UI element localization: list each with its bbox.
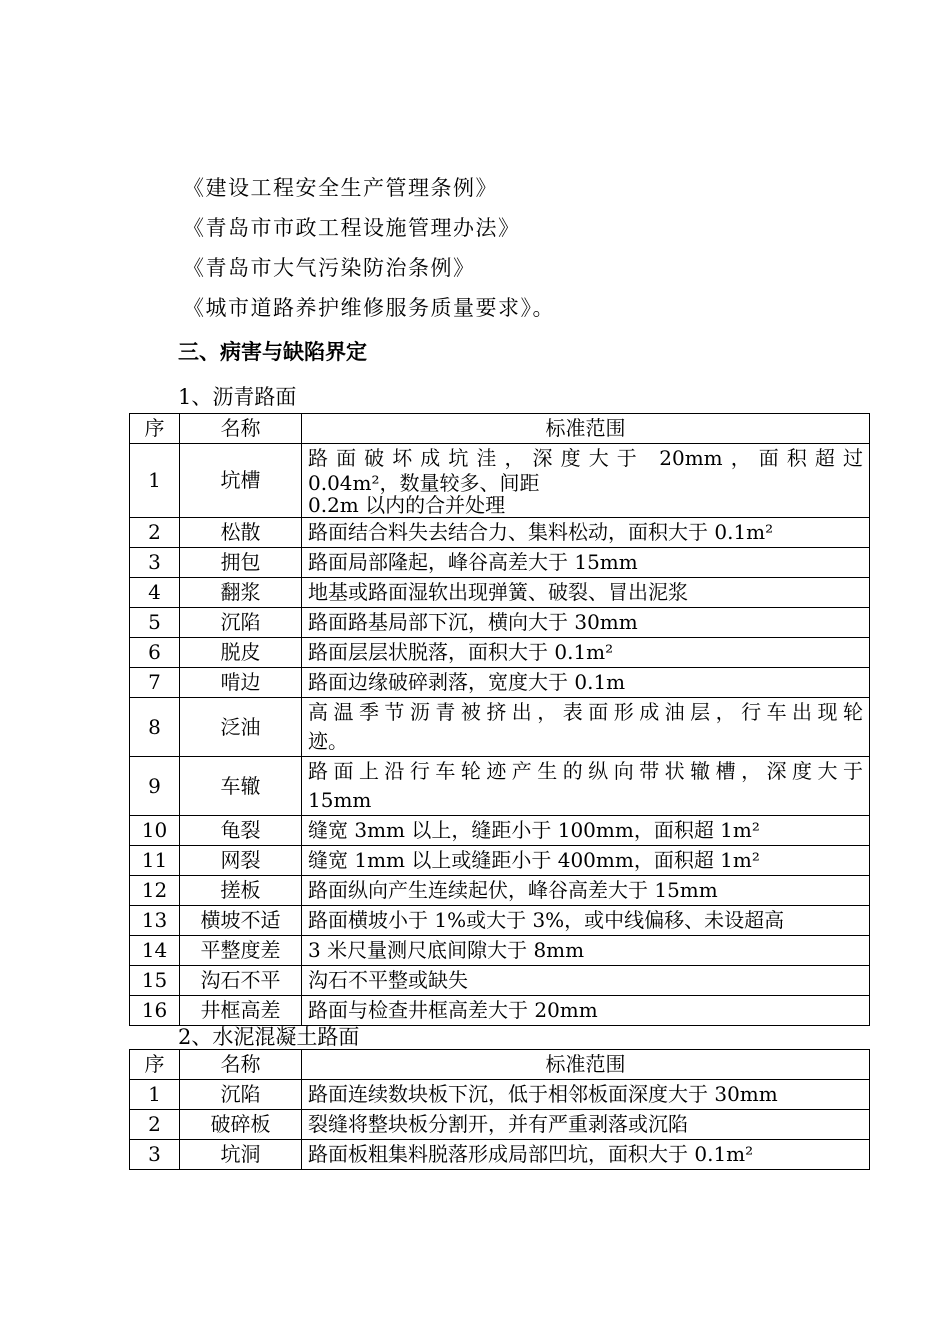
- row-standard: 路面板粗集料脱落形成局部凹坑，面积大于 0.1m²: [302, 1140, 870, 1170]
- table-row: [130, 816, 870, 846]
- row-name: 沉陷: [180, 608, 302, 638]
- row-no: 7: [130, 668, 180, 698]
- row-standard: 路面层层状脱落，面积大于 0.1m²: [302, 638, 870, 668]
- table-row: [130, 1140, 870, 1170]
- asphalt-defect-table: [129, 413, 870, 1026]
- row-standard-line: 路面破坏成坑洼，深度大于 20mm，面积超过: [308, 446, 863, 470]
- row-no: 4: [130, 578, 180, 608]
- table-row: [130, 698, 870, 757]
- row-name: 网裂: [180, 846, 302, 876]
- row-no: 8: [130, 698, 180, 757]
- row-standard: 地基或路面湿软出现弹簧、破裂、冒出泥浆: [302, 578, 870, 608]
- row-standard-line: 高温季节沥青被挤出，表面形成油层，行车出现轮: [308, 700, 863, 724]
- row-no: 11: [130, 846, 180, 876]
- row-no: 2: [130, 518, 180, 548]
- row-standard: 缝宽 3mm 以上，缝距小于 100mm，面积超 1m²: [302, 816, 870, 846]
- row-name: 沉陷: [180, 1080, 302, 1110]
- row-name: 车辙: [180, 757, 302, 816]
- header-no: 序: [130, 1050, 180, 1080]
- header-no: 序: [130, 414, 180, 444]
- table-row: [130, 876, 870, 906]
- row-standard: 路面局部隆起，峰谷高差大于 15mm: [302, 548, 870, 578]
- row-standard-line: 0.04m²，数量较多、间距: [308, 471, 540, 495]
- table-row: [130, 1110, 870, 1140]
- row-standard: 路面纵向产生连续起伏，峰谷高差大于 15mm: [302, 876, 870, 906]
- row-standard: 沟石不平整或缺失: [302, 966, 870, 996]
- row-name: 平整度差: [180, 936, 302, 966]
- row-standard: [302, 698, 870, 757]
- table-row: [130, 906, 870, 936]
- row-name: 搓板: [180, 876, 302, 906]
- row-name: 翻浆: [180, 578, 302, 608]
- row-no: 13: [130, 906, 180, 936]
- concrete-heading: 2、水泥混凝土路面: [178, 1025, 360, 1049]
- row-standard: 路面与检查井框高差大于 20mm: [302, 996, 870, 1026]
- reference-item: 《青岛市市政工程设施管理办法》: [183, 216, 521, 240]
- table-row: [130, 846, 870, 876]
- row-no: 1: [130, 444, 180, 518]
- table-header-row: [130, 414, 870, 444]
- row-standard: 路面路基局部下沉，横向大于 30mm: [302, 608, 870, 638]
- table-row: [130, 757, 870, 816]
- row-no: 3: [130, 1140, 180, 1170]
- concrete-defect-table: [129, 1049, 870, 1170]
- row-name: 横坡不适: [180, 906, 302, 936]
- header-standard: 标准范围: [302, 414, 870, 444]
- row-name: 坑洞: [180, 1140, 302, 1170]
- row-no: 3: [130, 548, 180, 578]
- section-heading: 三、病害与缺陷界定: [178, 340, 367, 364]
- row-no: 2: [130, 1110, 180, 1140]
- header-name: 名称: [180, 414, 302, 444]
- row-standard: 3 米尺量测尺底间隙大于 8mm: [302, 936, 870, 966]
- row-name: 啃边: [180, 668, 302, 698]
- row-no: 1: [130, 1080, 180, 1110]
- row-no: 10: [130, 816, 180, 846]
- row-no: 9: [130, 757, 180, 816]
- reference-list: [183, 174, 555, 334]
- row-standard-line: 15mm: [308, 788, 372, 812]
- table-row: [130, 966, 870, 996]
- header-standard: 标准范围: [302, 1050, 870, 1080]
- row-name: 脱皮: [180, 638, 302, 668]
- table-row: [130, 608, 870, 638]
- table-row: [130, 518, 870, 548]
- row-name: 破碎板: [180, 1110, 302, 1140]
- row-name: 龟裂: [180, 816, 302, 846]
- row-standard: 路面横坡小于 1%或大于 3%，或中线偏移、未设超高: [302, 906, 870, 936]
- table-header-row: [130, 1050, 870, 1080]
- row-name: 坑槽: [180, 444, 302, 518]
- row-name: 泛油: [180, 698, 302, 757]
- table-row: [130, 936, 870, 966]
- row-standard: 路面结合料失去结合力、集料松动，面积大于 0.1m²: [302, 518, 870, 548]
- table-row: [130, 548, 870, 578]
- reference-item: 《青岛市大气污染防治条例》: [183, 256, 476, 280]
- reference-item: 《城市道路养护维修服务质量要求》。: [183, 296, 555, 320]
- row-no: 5: [130, 608, 180, 638]
- row-name: 松散: [180, 518, 302, 548]
- row-standard-line: 路面上沿行车轮迹产生的纵向带状辙槽，深度大于: [308, 759, 863, 783]
- row-standard: 缝宽 1mm 以上或缝距小于 400mm，面积超 1m²: [302, 846, 870, 876]
- row-standard: 裂缝将整块板分割开，并有严重剥落或沉陷: [302, 1110, 870, 1140]
- row-no: 15: [130, 966, 180, 996]
- row-no: 12: [130, 876, 180, 906]
- table-row: [130, 578, 870, 608]
- row-no: 6: [130, 638, 180, 668]
- table-row: [130, 668, 870, 698]
- row-name: 拥包: [180, 548, 302, 578]
- table-row: [130, 444, 870, 518]
- row-name: 井框高差: [180, 996, 302, 1026]
- row-no: 14: [130, 936, 180, 966]
- table-row: [130, 1080, 870, 1110]
- row-standard: [302, 757, 870, 816]
- row-standard: [302, 444, 870, 518]
- row-standard: 路面边缘破碎剥落，宽度大于 0.1m: [302, 668, 870, 698]
- row-standard: 路面连续数块板下沉，低于相邻板面深度大于 30mm: [302, 1080, 870, 1110]
- asphalt-heading: 1、沥青路面: [178, 385, 297, 409]
- reference-item: 《建设工程安全生产管理条例》: [183, 176, 498, 200]
- row-standard-line: 0.2m 以内的合并处理: [308, 493, 506, 517]
- header-name: 名称: [180, 1050, 302, 1080]
- row-no: 16: [130, 996, 180, 1026]
- row-name: 沟石不平: [180, 966, 302, 996]
- row-standard-line: 迹。: [308, 729, 348, 753]
- table-row: [130, 638, 870, 668]
